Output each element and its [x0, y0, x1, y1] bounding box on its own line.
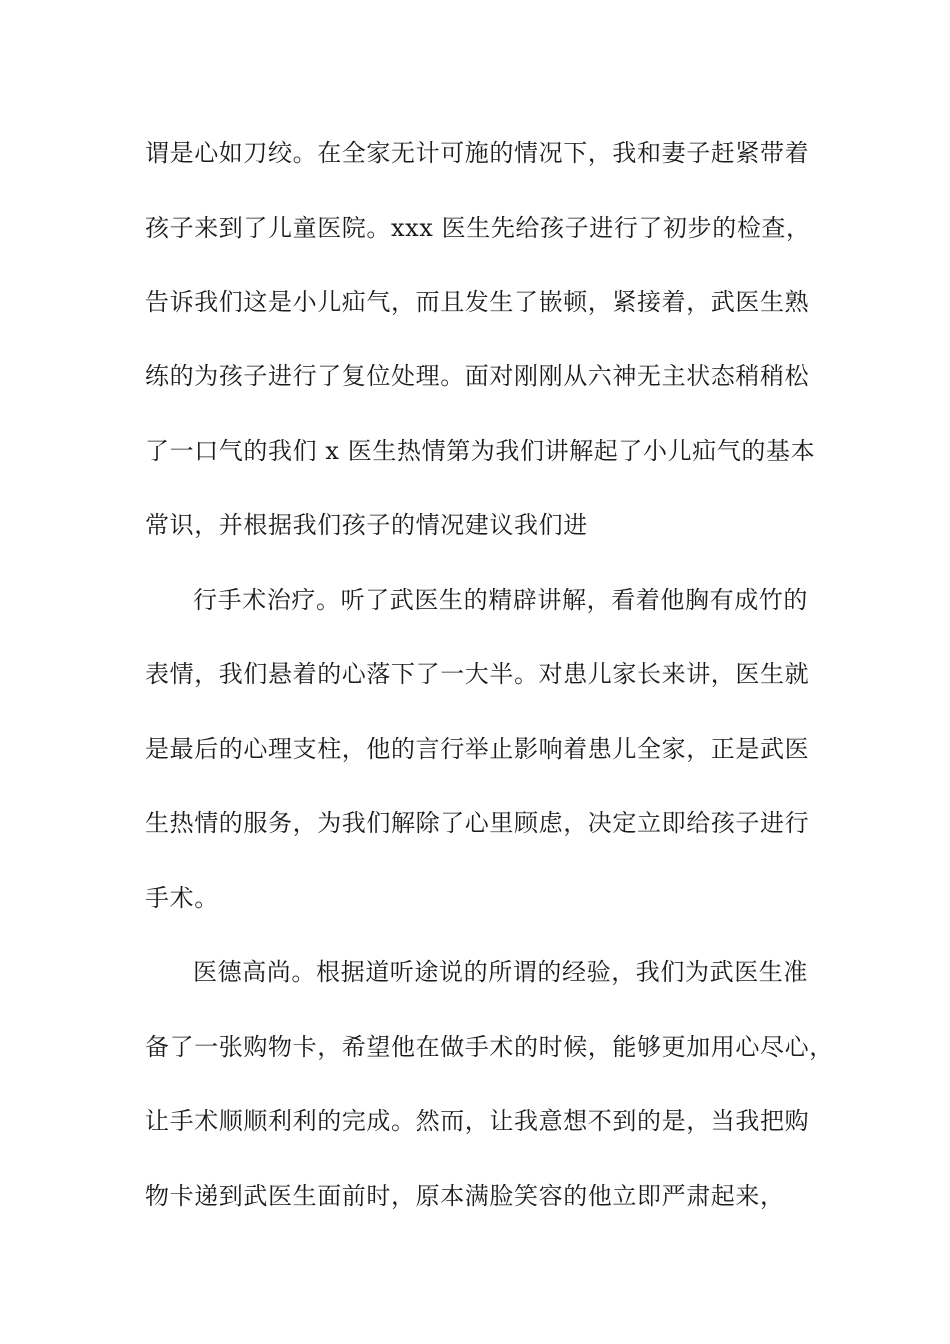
- text-line: 谓是心如刀绞。在全家无计可施的情况下，我和妻子赶紧带着: [145, 139, 810, 167]
- text-line: 物卡递到武医生面前时，原本满脸笑容的他立即严肃起来，: [145, 1182, 785, 1210]
- text-line: 常识，并根据我们孩子的情况建议我们进: [145, 511, 588, 539]
- paragraph-first-line: 医德高尚。根据道听途说的所谓的经验，我们为武医生准: [193, 958, 808, 986]
- text-line: 练的为孩子进行了复位处理。面对刚刚从六神无主状态稍稍松: [145, 362, 810, 390]
- text-line: 生热情的服务，为我们解除了心里顾虑，决定立即给孩子进行: [145, 809, 810, 837]
- text-line: 备了一张购物卡，希望他在做手术的时候，能够更加用心尽心，: [145, 1033, 834, 1061]
- text-line: 了一口气的我们 x 医生热情第为我们讲解起了小儿疝气的基本: [145, 437, 816, 465]
- text-line: 让手术顺顺利利的完成。然而，让我意想不到的是，当我把购: [145, 1107, 810, 1135]
- text-line: 孩子来到了儿童医院。xxx 医生先给孩子进行了初步的检查，: [145, 214, 811, 242]
- text-line: 告诉我们这是小儿疝气，而且发生了嵌顿，紧接着，武医生熟: [145, 288, 810, 316]
- text-line: 手术。: [145, 884, 219, 912]
- text-line: 表情，我们悬着的心落下了一大半。对患儿家长来讲，医生就: [145, 660, 810, 688]
- paragraph-first-line: 行手术治疗。听了武医生的精辟讲解，看着他胸有成竹的: [193, 586, 808, 614]
- text-line: 是最后的心理支柱，他的言行举止影响着患儿全家，正是武医: [145, 735, 810, 763]
